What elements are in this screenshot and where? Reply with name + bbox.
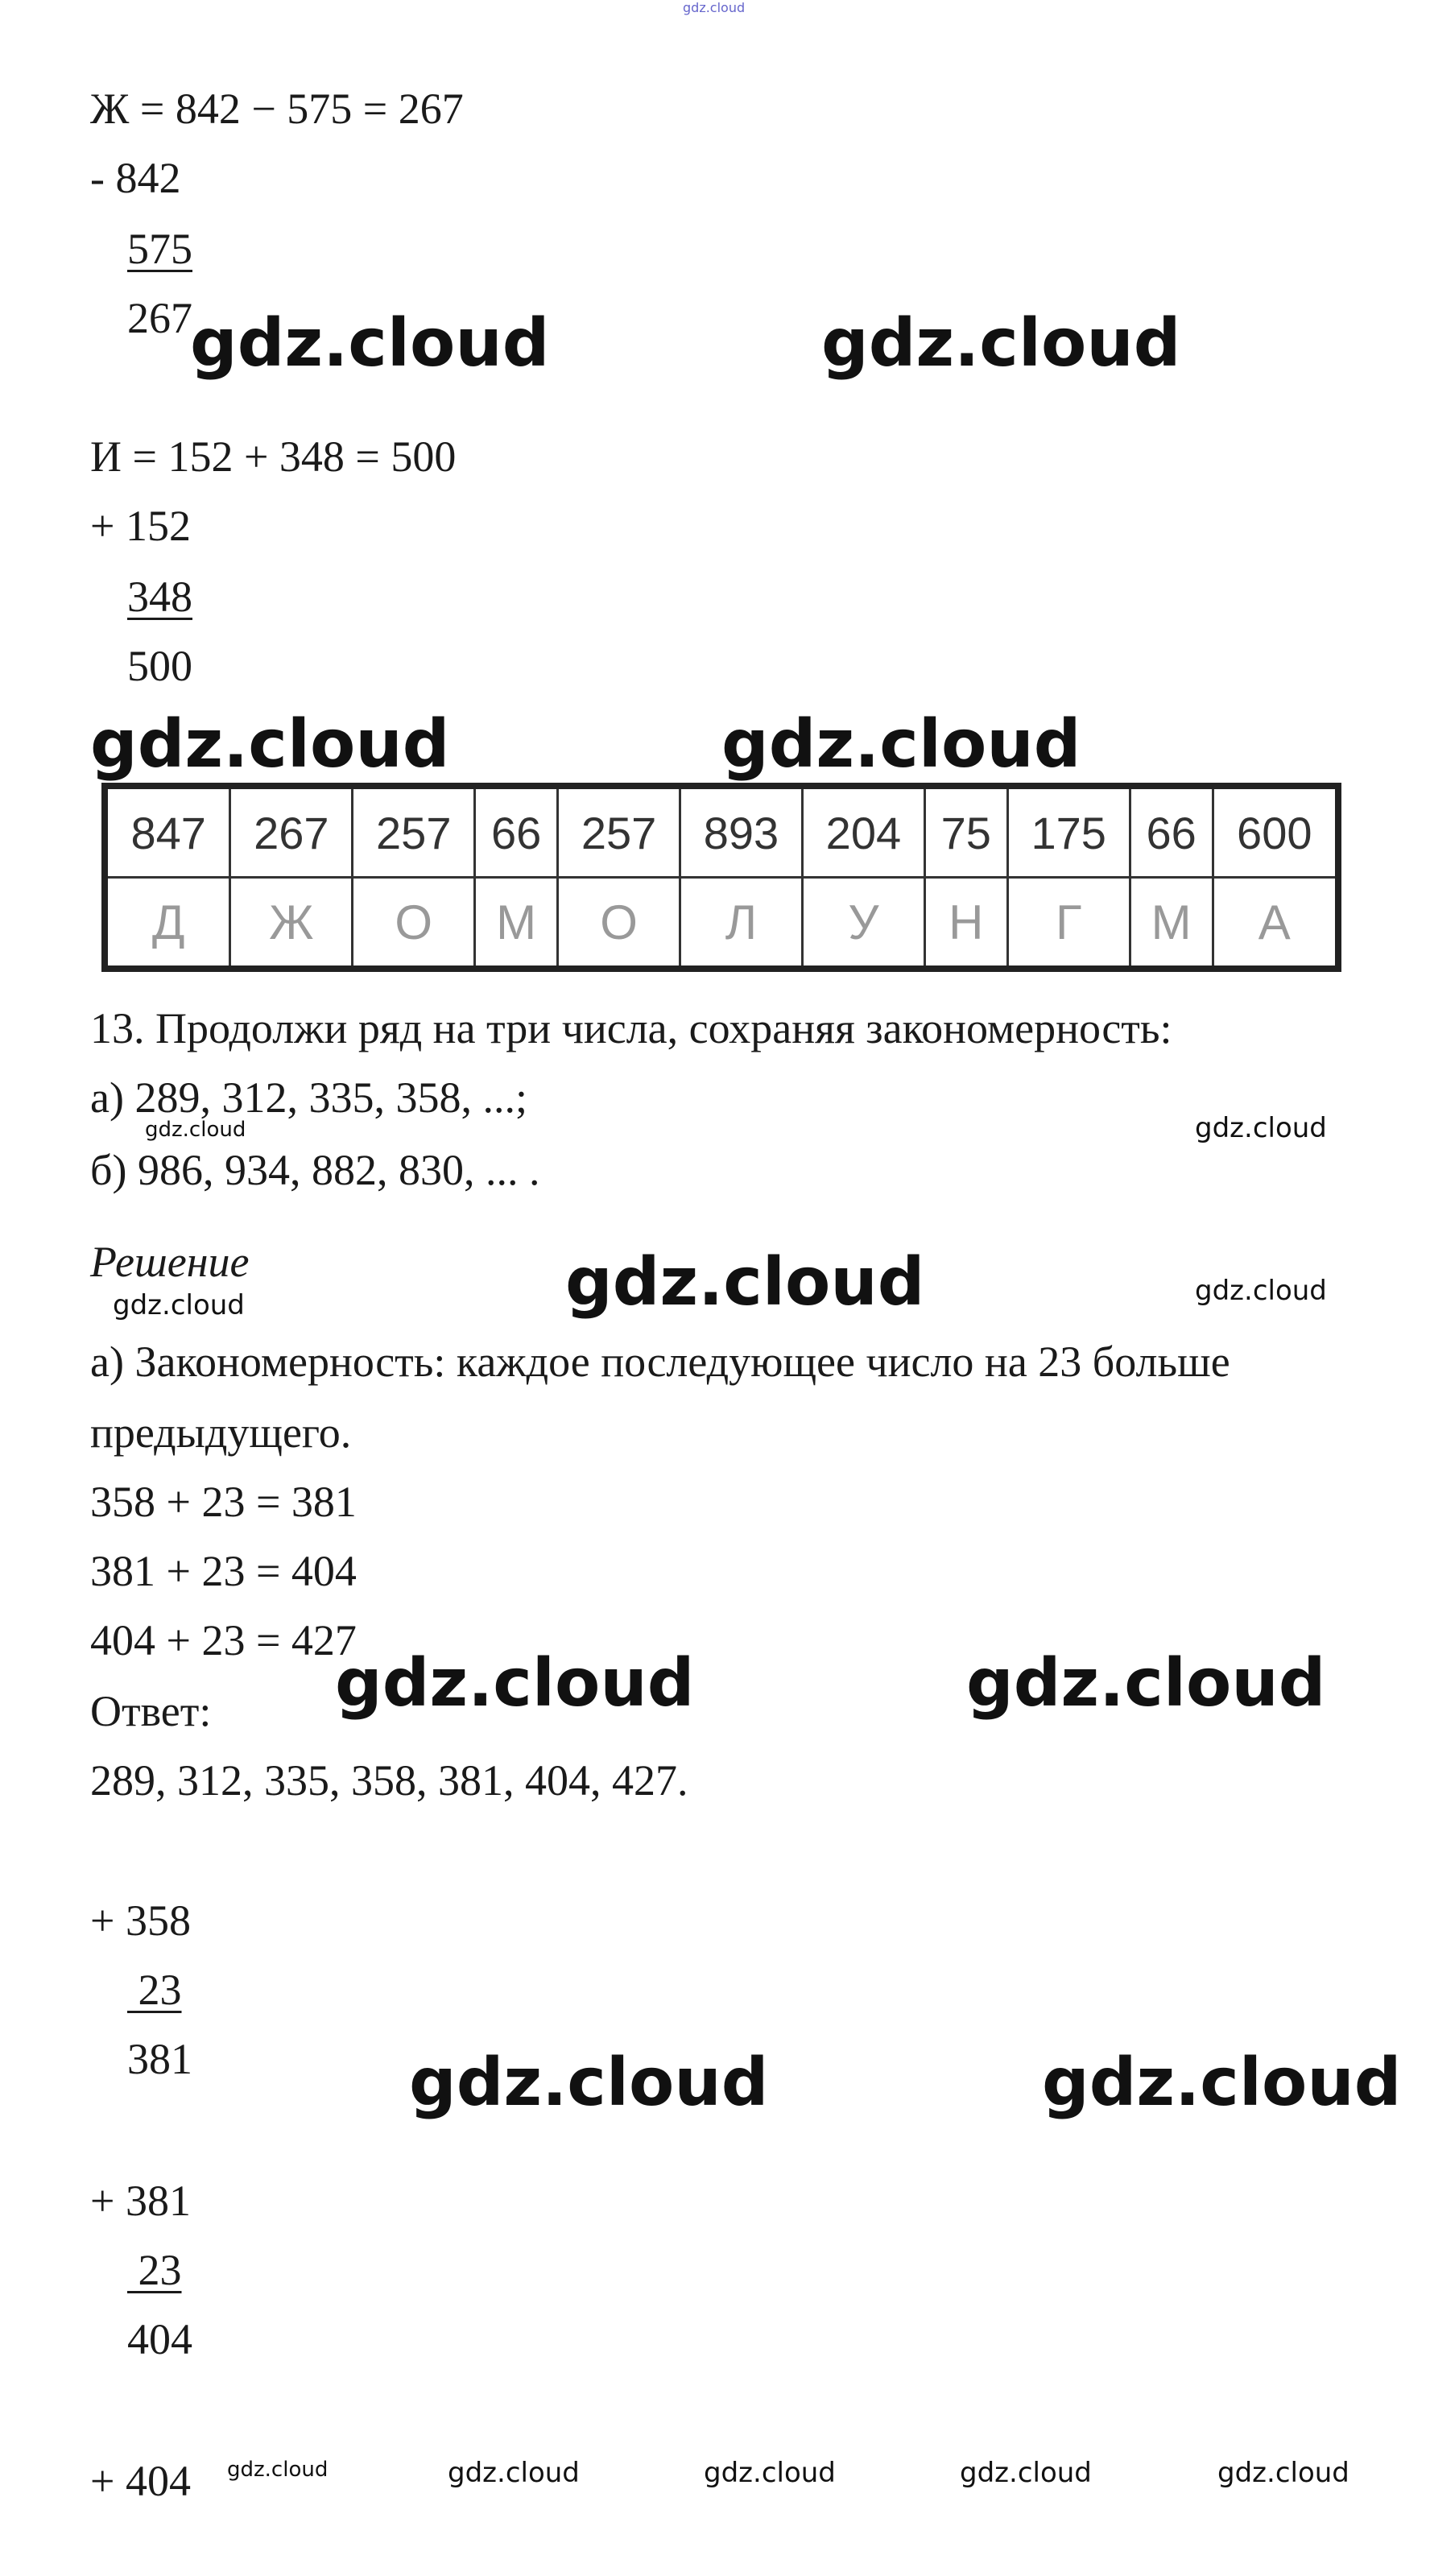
solution-heading: Решение (90, 1238, 250, 1286)
watermark: gdz.cloud (190, 305, 550, 382)
code-number-cell: 66 (475, 786, 558, 878)
task-part-b: б) 986, 934, 882, 830, ... . (90, 1146, 540, 1194)
code-letter-cell: Л (680, 878, 803, 970)
answer-value: 289, 312, 335, 358, 381, 404, 427. (90, 1756, 688, 1805)
code-number-cell: 267 (230, 786, 353, 878)
watermark: gdz.cloud (821, 305, 1181, 382)
column-result: 404 (127, 2315, 192, 2363)
watermark: gdz.cloud (1195, 1275, 1327, 1307)
code-table-numbers-row (105, 786, 1338, 878)
task-part-a: а) 289, 312, 335, 358, ...; (90, 1073, 527, 1122)
code-letter-cell: Д (105, 878, 230, 970)
equation-zh: Ж = 842 − 575 = 267 (90, 85, 464, 133)
column-result: 500 (127, 642, 192, 690)
code-letter-cell: Н (924, 878, 1007, 970)
code-number-cell: 66 (1130, 786, 1213, 878)
code-table-letters-row (105, 878, 1338, 970)
solution-eq1: 358 + 23 = 381 (90, 1478, 357, 1526)
watermark: gdz.cloud (565, 1244, 925, 1321)
code-number-cell: 257 (353, 786, 475, 878)
code-number-cell: 204 (802, 786, 924, 878)
column-op-line: + 404 (90, 2457, 191, 2505)
code-number-cell: 257 (558, 786, 680, 878)
column-result: 381 (127, 2035, 192, 2083)
watermark: gdz.cloud (721, 706, 1081, 783)
watermark: gdz.cloud (966, 1645, 1326, 1722)
watermark: gdz.cloud (1195, 1112, 1327, 1144)
watermark: gdz.cloud (448, 2457, 580, 2489)
watermark: gdz.cloud (704, 2457, 836, 2489)
code-letter-cell: У (802, 878, 924, 970)
code-letter-cell: М (1130, 878, 1213, 970)
code-number-cell: 847 (105, 786, 230, 878)
code-number-cell: 75 (924, 786, 1007, 878)
code-number-cell: 600 (1213, 786, 1338, 878)
answer-label: Ответ: (90, 1687, 212, 1735)
column-addend: 348 (127, 573, 192, 621)
column-op-line: + 152 (90, 502, 191, 550)
solution-pattern-line1: а) Закономерность: каждое последующее число на 23 больше (90, 1338, 1230, 1386)
watermark: gdz.cloud (90, 706, 450, 783)
code-letter-cell: Ж (230, 878, 353, 970)
column-op-line: - 842 (90, 154, 181, 202)
watermark: gdz.cloud (227, 2458, 329, 2482)
watermark: gdz.cloud (1217, 2457, 1349, 2489)
solution-eq3: 404 + 23 = 427 (90, 1616, 357, 1664)
watermark: gdz.cloud (113, 1289, 245, 1321)
code-number-cell: 893 (680, 786, 803, 878)
watermark: gdz.cloud (960, 2457, 1092, 2489)
solution-pattern-line2: предыдущего. (90, 1408, 352, 1457)
column-result: 267 (127, 294, 192, 342)
code-number-cell: 175 (1007, 786, 1130, 878)
column-subtrahend: 575 (127, 225, 192, 273)
code-table (101, 783, 1341, 972)
watermark: gdz.cloud (335, 1645, 695, 1722)
watermark-top: gdz.cloud (683, 0, 746, 15)
column-op-line: + 381 (90, 2177, 191, 2225)
watermark: gdz.cloud (1042, 2045, 1402, 2121)
code-letter-cell: М (475, 878, 558, 970)
code-letter-cell: Г (1007, 878, 1130, 970)
code-letter-cell: О (353, 878, 475, 970)
column-op-line: + 358 (90, 1896, 191, 1945)
solution-eq2: 381 + 23 = 404 (90, 1547, 357, 1595)
code-letter-cell: О (558, 878, 680, 970)
equation-i: И = 152 + 348 = 500 (90, 432, 457, 481)
watermark: gdz.cloud (145, 1118, 246, 1142)
task-prompt: 13. Продолжи ряд на три числа, сохраняя закономерность: (90, 1004, 1172, 1052)
column-addend: 23 (127, 1966, 182, 2014)
watermark: gdz.cloud (409, 2045, 769, 2121)
code-letter-cell: А (1213, 878, 1338, 970)
column-addend: 23 (127, 2246, 182, 2294)
